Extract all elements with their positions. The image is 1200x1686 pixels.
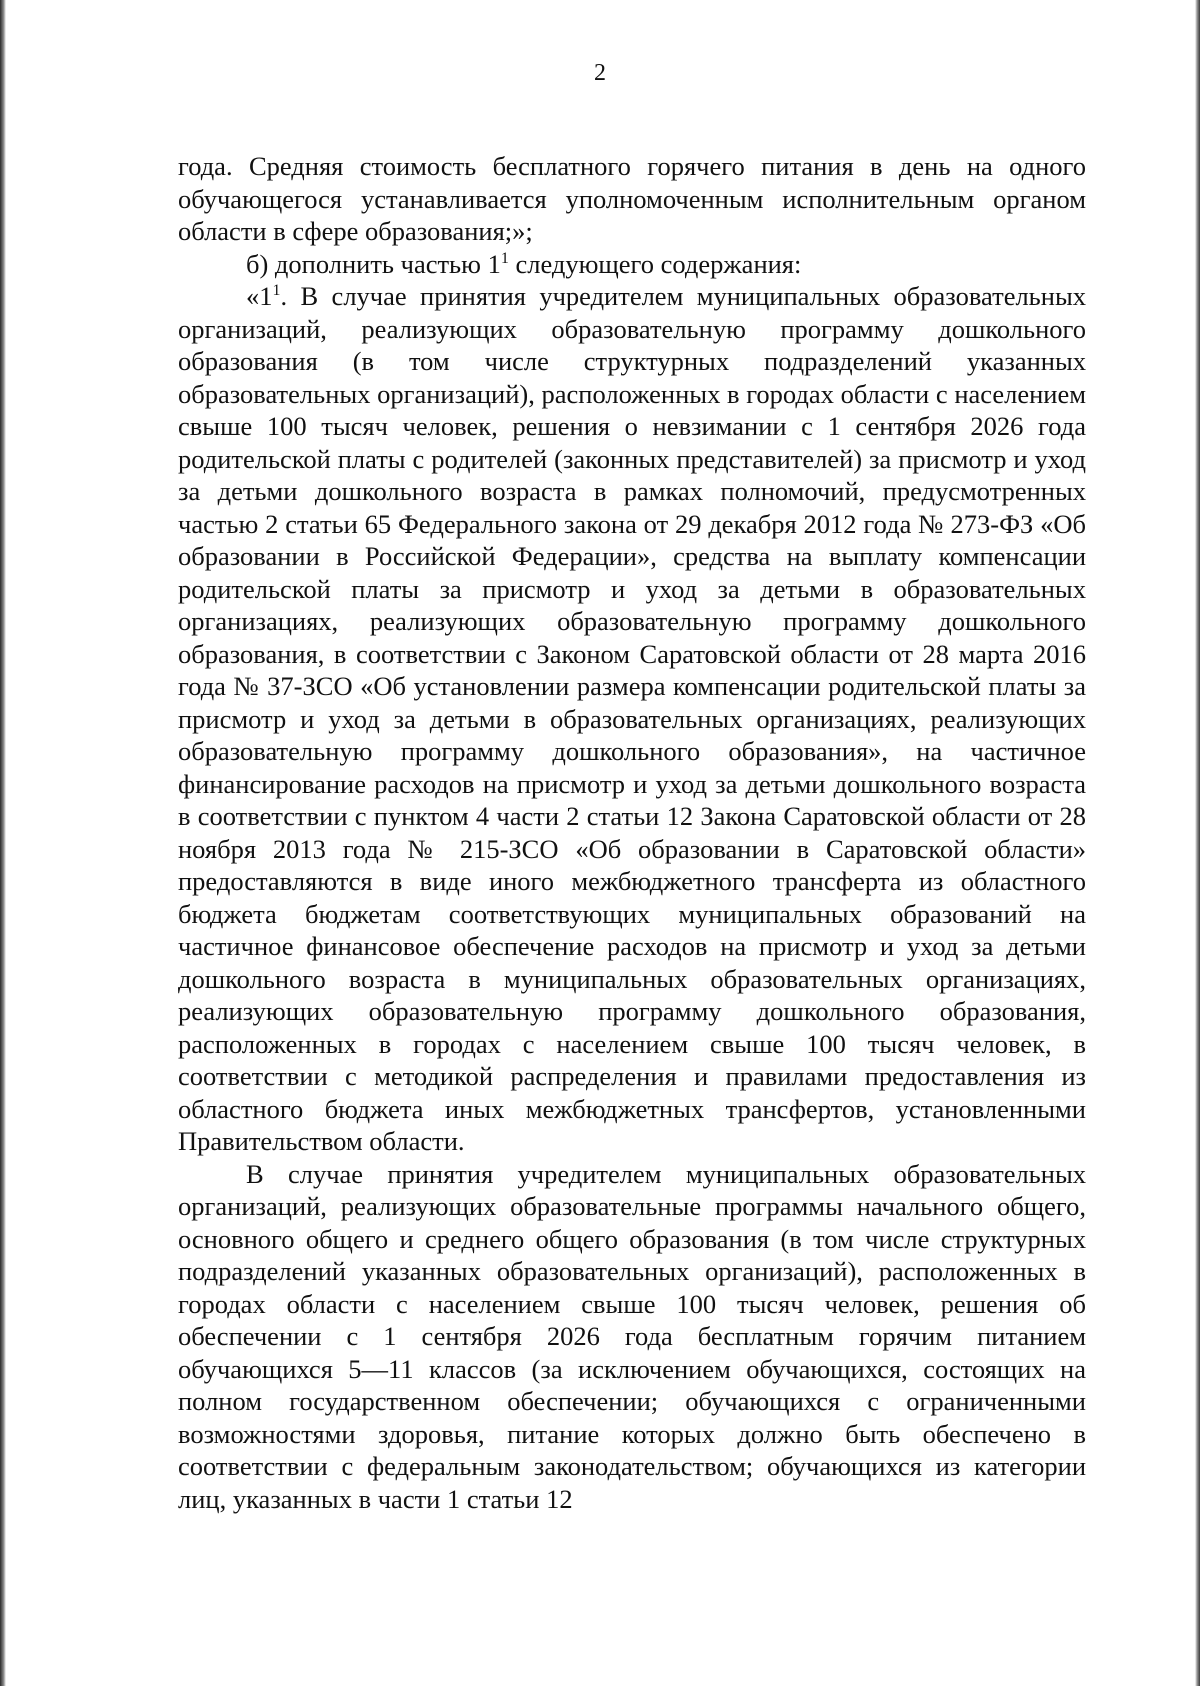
paragraph-1: года. Средняя стоимость бесплатного горячего питания в день на одного обучающегося устанавливается уполномоченным исполнительным органом области в сфере образования;»;: [178, 151, 1086, 246]
paragraph-2: [178, 248, 1086, 281]
paragraph-3: [178, 280, 1086, 1158]
scan-right-edge: [1195, 0, 1200, 1686]
scan-left-edge: [0, 0, 6, 1686]
paragraph-3-text: . В случае принятия учредителем муниципальных образовательных организаций, реализующих образовательную программу дошкольного образования (в том числе структурных подразделений указанных образовательных организаций), расположенных в городах области с населением свыше 100 тысяч человек, решения о невзимании с 1 сентября 2026 года родительской платы с родителей (законных представителей) за присмотр и уход за детьми дошкольного возраста в рамках полномочий, предусмотренных частью 2 статьи 65 Федерального закона от 29 декабря 2012 года № 273-ФЗ «Об образовании в Российской Федерации», средства на выплату компенсации родительской платы за присмотр и уход за детьми в образовательных организациях, реализующих образовательную программу дошкольного образования, в соответствии с Законом Саратовской области от 28 марта 2016 года № 37-ЗСО «Об установлении размера компенсации родительской платы за присмотр и уход за детьми в образовательных организациях, реализующих образовательную программу дошкольного образования», на частичное финансирование расходов на присмотр и уход за детьми дошкольного возраста в соответствии с пунктом 4 части 2 статьи 12 Закона Саратовской области от 28 ноября 2013 года № 215-ЗСО «Об образовании в Саратовской области» предоставляются в виде иного межбюджетного трансферта из областного бюджета бюджетам соответствующих муниципальных образований на частичное финансовое обеспечение расходов на присмотр и уход за детьми дошкольного возраста в муниципальных образовательных организациях, реализующих образовательную программу дошкольного образования, расположенных в городах с населением свыше 100 тысяч человек, в соответствии с методикой распределения и правилами предоставления из областного бюджета иных межбюджетных трансфертов, установленными Правительством области.: [178, 281, 1086, 1156]
paragraph-2-text-end: следующего содержания:: [508, 248, 802, 279]
paragraph-2-text-start: б) дополнить частью 1: [246, 248, 501, 279]
page-number: 2: [594, 60, 606, 86]
document-body: [178, 150, 1086, 1515]
superscript: 1: [272, 282, 281, 299]
paragraph-4: В случае принятия учредителем муниципальных образовательных организаций, реализующих образовательные программы начального общего, основного общего и среднего общего образования (в том числе структурных подразделений указанных образовательных организаций), расположенных в городах области с населением свыше 100 тысяч человек, решения об обеспечении с 1 сентября 2026 года бесплатным горячим питанием обучающихся 5—11 классов (за исключением обучающихся, состоящих на полном государственном обеспечении; обучающихся с ограниченными возможностями здоровья, питание которых должно быть обеспечено в соответствии с федеральным законодательством; обучающихся из категории лиц, указанных в части 1 статьи 12: [178, 1158, 1086, 1514]
superscript: 1: [500, 249, 509, 267]
paragraph-3-open: «1: [246, 281, 273, 311]
